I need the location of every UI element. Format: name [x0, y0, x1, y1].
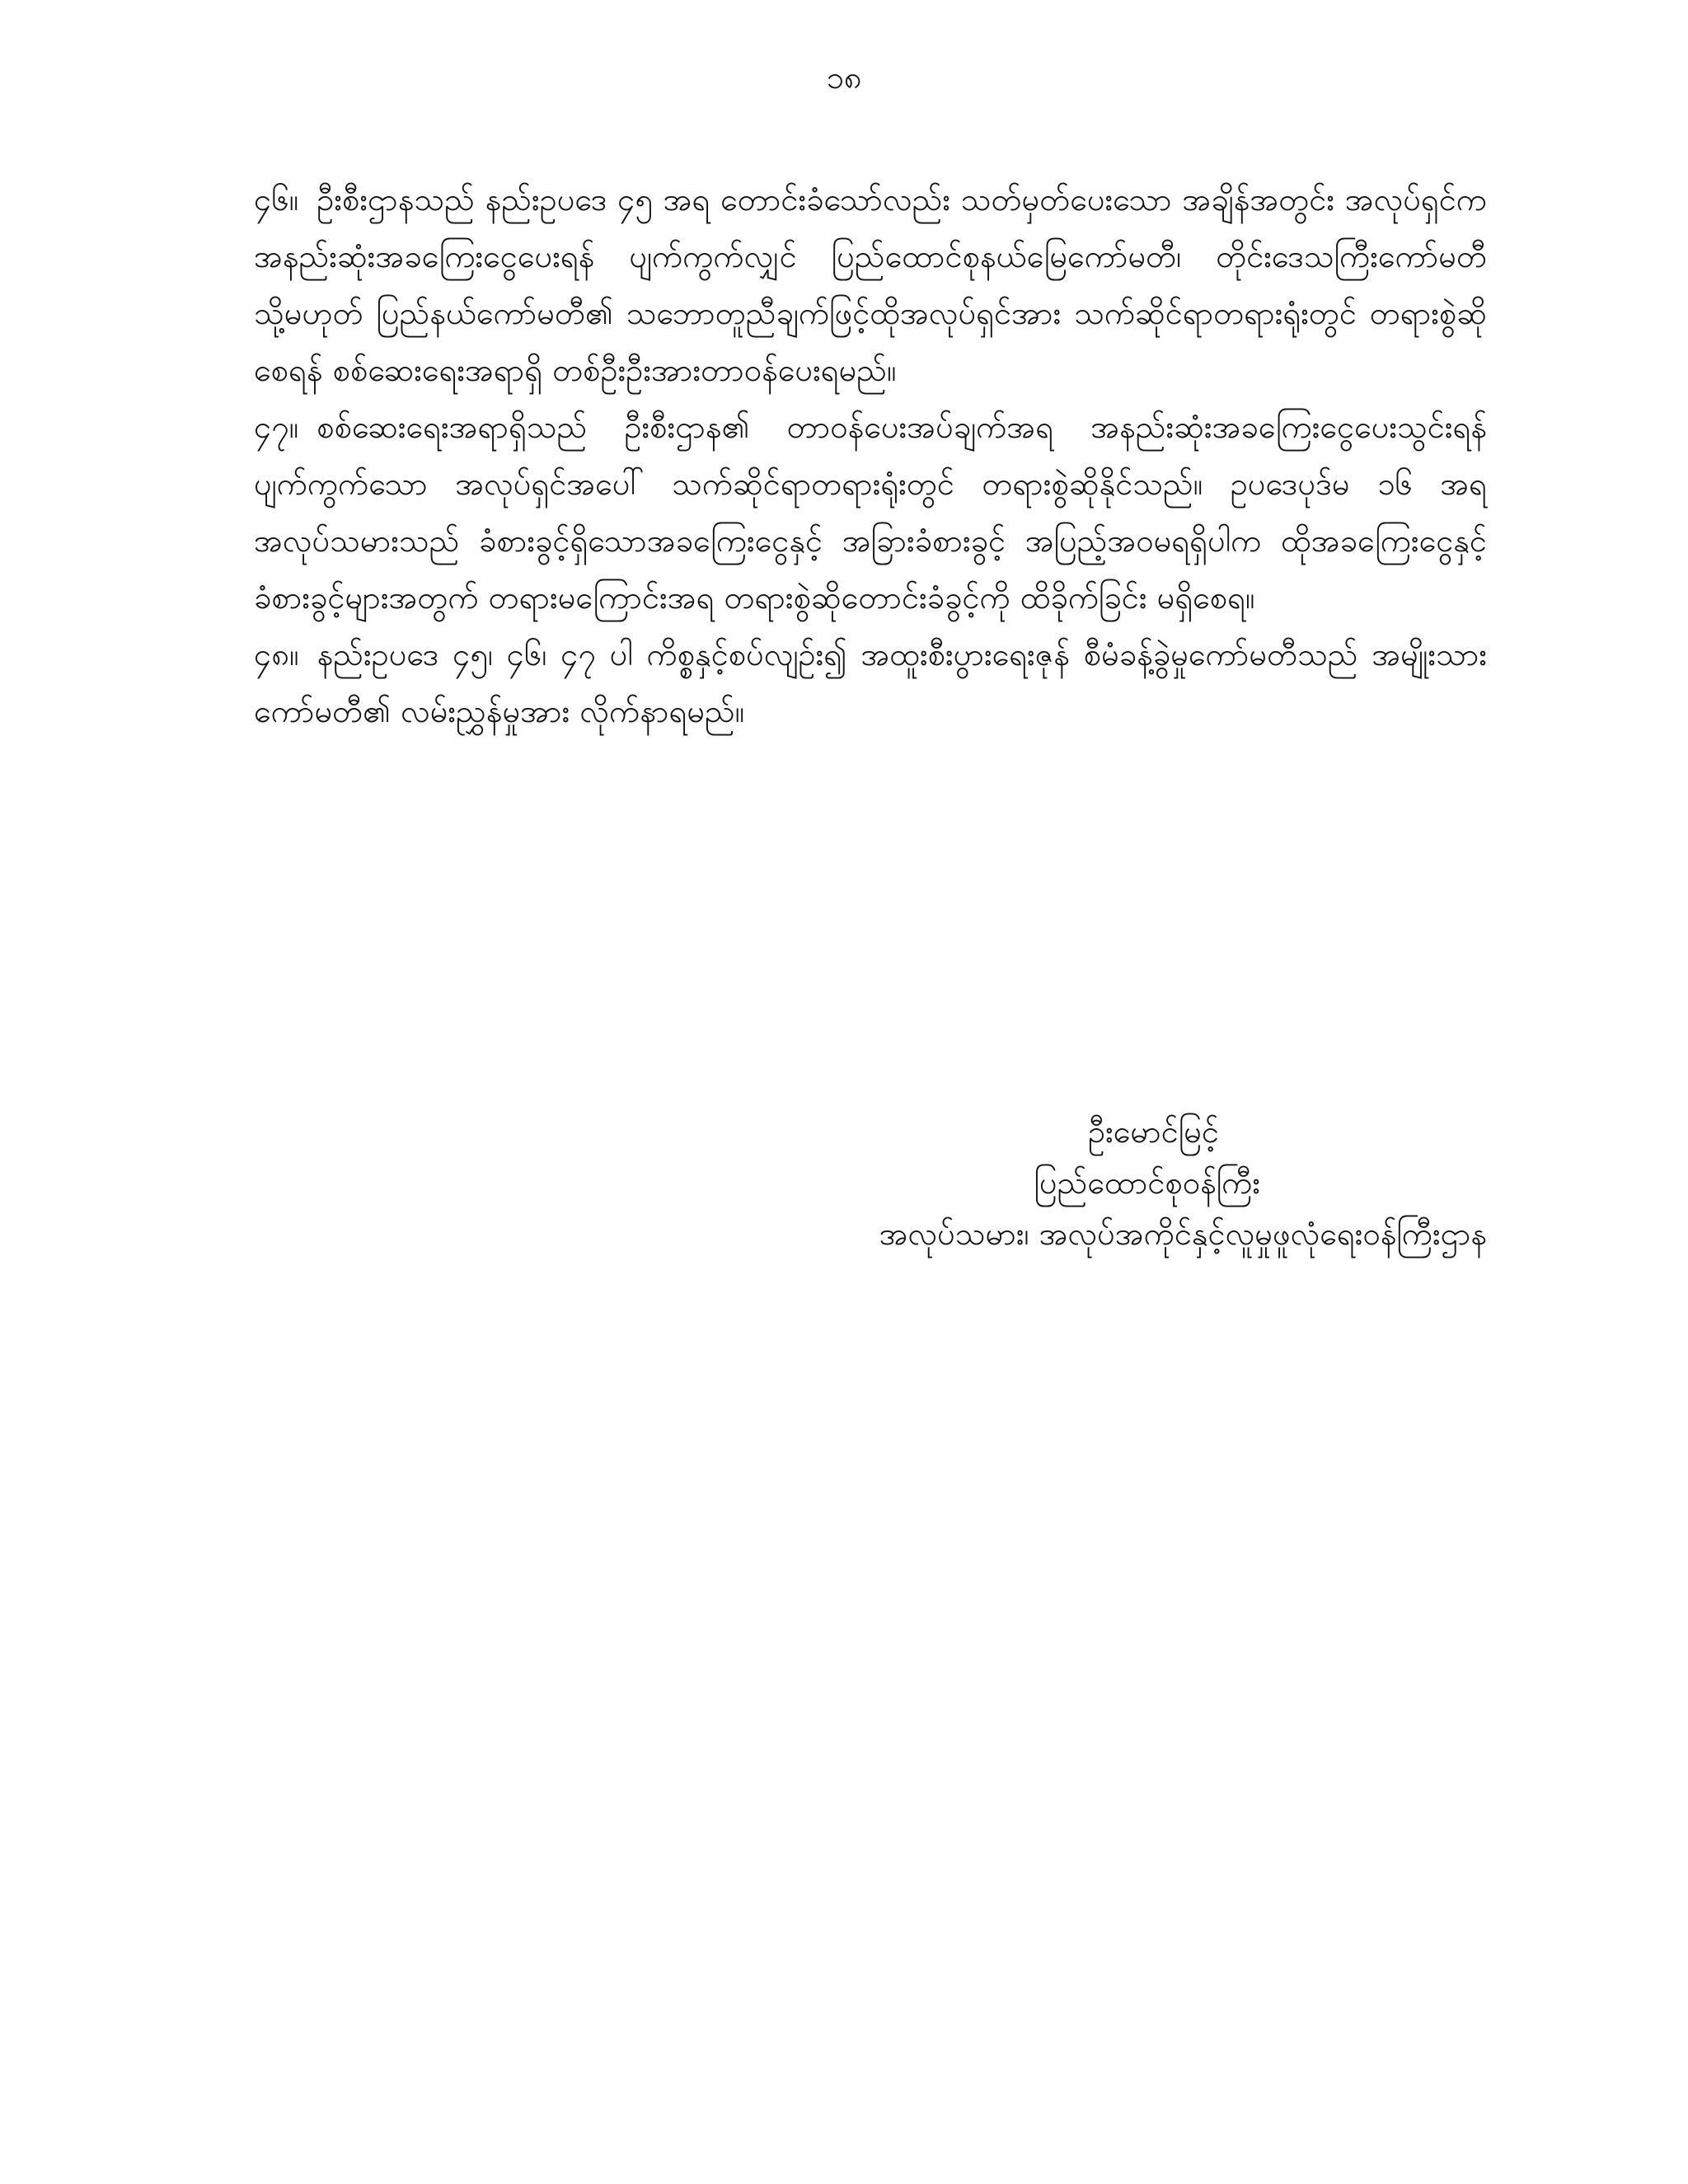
paragraph-number: ၄၇။: [254, 409, 299, 445]
signatory-ministry: အလုပ်သမား၊ အလုပ်အကိုင်နှင့်လူမှုဖူလုံရေးဝန်ကြီးဌာန: [879, 1216, 1487, 1252]
paragraph-47: [254, 399, 1487, 626]
paragraph-text: နည်းဥပဒေ ၄၅၊ ၄၆၊ ၄၇ ပါ ကိစ္စနှင့်စပ်လျဉ်း၍ အထူးစီးပွားရေးဇုန် စီမံခန့်ခွဲမှုကော်မတီသည် အမျိုးသားကော်မတီ၏ လမ်းညွှန်မှုအား လိုက်နာရမည်။: [254, 636, 1487, 729]
signatory-name: ဦးမောင်မြင့်: [1088, 1113, 1219, 1150]
paragraph-46: [254, 171, 1487, 399]
signatory-title: ပြည်ထောင်စုဝန်ကြီး: [1034, 1165, 1260, 1201]
document-body: [254, 171, 1487, 740]
signature-block: [709, 1106, 1487, 1259]
paragraph-text: ဦးစီးဌာနသည် နည်းဥပဒေ ၄၅ အရ တောင်းခံသော်လည်း သတ်မှတ်ပေးသော အချိန်အတွင်း အလုပ်ရှင်က အနည်းဆုံးအခကြေးငွေပေးရန် ပျက်ကွက်လျှင် ပြည်ထောင်စုနယ်မြေကော်မတီ၊ တိုင်းဒေသကြီးကော်မတီ သို့မဟုတ် ပြည်နယ်ကော်မတီ၏ သဘောတူညီချက်ဖြင့်ထိုအလုပ်ရှင်အား သက်ဆိုင်ရာတရားရုံးတွင် တရားစွဲဆိုစေရန် စစ်ဆေးရေးအရာရှိ တစ်ဦးဦးအားတာဝန်ပေးရမည်။: [254, 181, 1487, 388]
page-number: ၁၈: [826, 59, 862, 96]
paragraph-number: ၄၆။: [254, 181, 299, 218]
paragraph-number: ၄၈။: [254, 636, 299, 673]
paragraph-48: [254, 626, 1487, 740]
paragraph-text: စစ်ဆေးရေးအရာရှိသည် ဦးစီးဌာန၏ တာဝန်ပေးအပ်ချက်အရ အနည်းဆုံးအခကြေးငွေပေးသွင်းရန်ပျက်ကွက်သော အလုပ်ရှင်အပေါ် သက်ဆိုင်ရာတရားရုံးတွင် တရားစွဲဆိုနိုင်သည်။ ဥပဒေပုဒ်မ ၁၆ အရ အလုပ်သမားသည် ခံစားခွင့်ရှိသောအခကြေးငွေနှင့် အခြားခံစားခွင့် အပြည့်အဝမရရှိပါက ထိုအခကြေးငွေနှင့် ခံစားခွင့်များအတွက် တရားမကြောင်းအရ တရားစွဲဆိုတောင်းခံခွင့်ကို ထိခိုက်ခြင်း မရှိစေရ။: [254, 409, 1487, 616]
